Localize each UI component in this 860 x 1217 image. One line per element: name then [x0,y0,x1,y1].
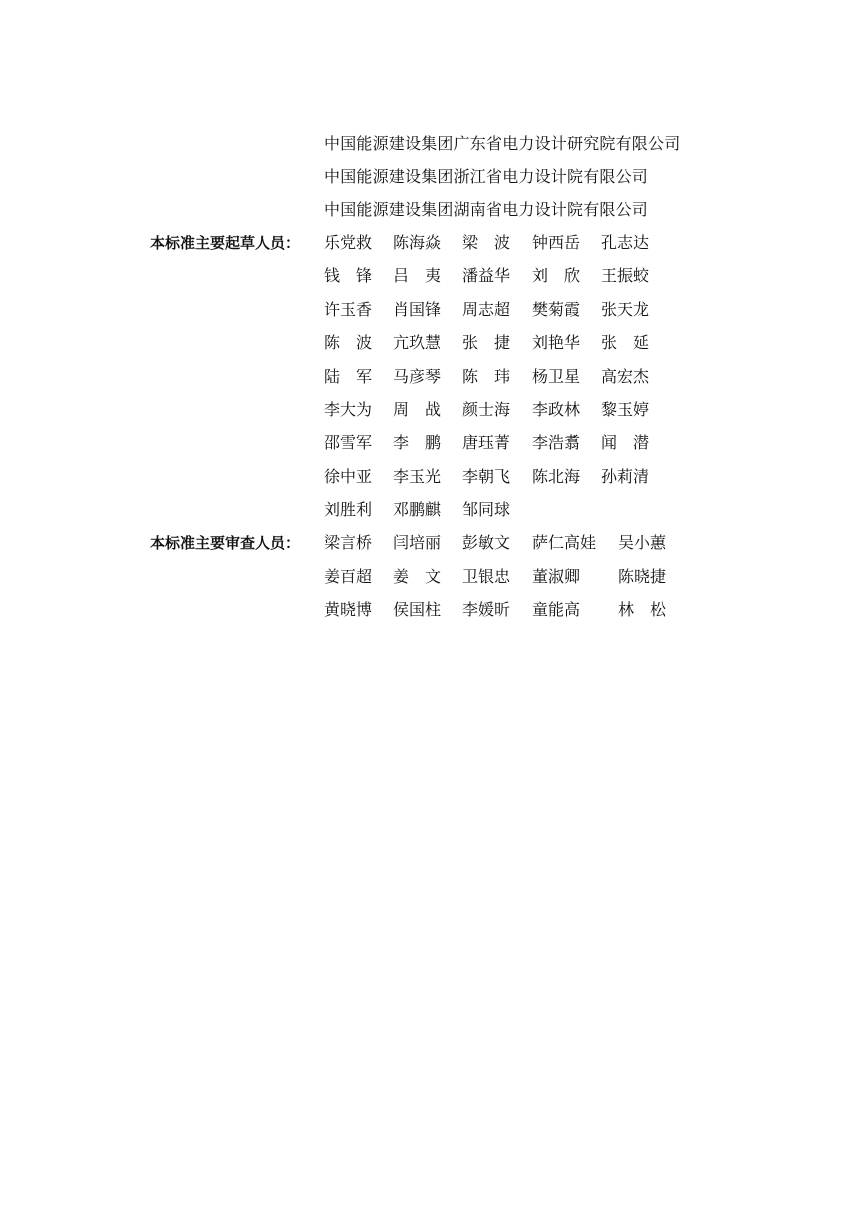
person-name: 李 鹏 [393,433,442,453]
person-name: 彭敏文 [462,533,511,552]
organization-list [324,131,680,230]
person-name: 唐珏菁 [462,433,511,453]
person-name: 陆 军 [324,366,373,386]
person-name: 卫银忠 [462,566,511,586]
person-name: 李大为 [324,400,373,419]
person-name: 杨卫星 [532,366,581,386]
person-name: 邵雪军 [324,433,373,453]
person-name: 林 松 [618,600,667,619]
person-name: 侯国柱 [393,600,442,619]
person-name: 周志超 [462,299,511,319]
person-name: 樊菊霞 [532,299,581,319]
person-name: 闻 潜 [601,433,650,453]
person-name: 高宏杰 [601,366,650,386]
person-name: 钱 锋 [324,266,373,286]
person-name: 吴小蕙 [618,533,667,552]
person-name: 刘艳华 [532,333,581,353]
person-name: 钟西岳 [532,233,581,252]
person-name: 王振蛟 [601,266,650,286]
person-name: 周 战 [393,400,442,419]
person-name: 陈北海 [532,466,581,486]
person-name: 黎玉婷 [601,400,650,419]
person-name: 黄晓博 [324,600,373,619]
person-name: 亢玖慧 [393,333,442,353]
person-name: 马彦琴 [393,366,442,386]
person-name: 许玉香 [324,299,373,319]
person-name: 孔志达 [601,233,650,252]
person-name: 乐党救 [324,233,373,252]
person-name: 陈 玮 [462,366,511,386]
person-name: 徐中亚 [324,466,373,486]
person-name: 闫培丽 [393,533,442,552]
person-name: 李玉光 [393,466,442,486]
person-name: 李浩翥 [532,433,581,453]
person-name: 陈 波 [324,333,373,353]
person-name: 李朝飞 [462,466,511,486]
person-name: 张 延 [601,333,650,353]
person-name: 童能高 [532,600,581,619]
person-name: 刘 欣 [532,266,581,286]
person-name: 张 捷 [462,333,511,353]
person-name: 刘胜利 [324,500,373,520]
person-name: 萨仁高娃 [532,533,597,552]
person-name: 颜士海 [462,400,511,419]
person-name: 陈晓捷 [618,566,667,586]
person-name: 肖国锋 [393,299,442,319]
person-name: 李媛昕 [462,600,511,619]
drafters-label: 本标准主要起草人员： [150,234,301,252]
organization-name: 中国能源建设集团浙江省电力设计院有限公司 [324,167,649,186]
person-name: 梁言桥 [324,533,373,552]
person-name: 梁 波 [462,233,511,252]
person-name: 姜 文 [393,566,442,586]
person-name: 潘益华 [462,266,511,286]
person-name: 吕 夷 [393,266,442,286]
person-name: 李政林 [532,400,581,419]
person-name: 邹同球 [462,500,511,520]
person-name: 邓鹏麒 [393,500,442,520]
organization-name: 中国能源建设集团湖南省电力设计院有限公司 [324,200,649,219]
person-name: 董淑卿 [532,566,581,586]
person-name: 陈海焱 [393,233,442,252]
person-name: 张天龙 [601,299,650,319]
reviewers-label: 本标准主要审查人员： [150,534,301,552]
person-name: 孙莉清 [601,466,650,486]
person-name: 姜百超 [324,566,373,586]
organization-name: 中国能源建设集团广东省电力设计研究院有限公司 [324,134,681,153]
